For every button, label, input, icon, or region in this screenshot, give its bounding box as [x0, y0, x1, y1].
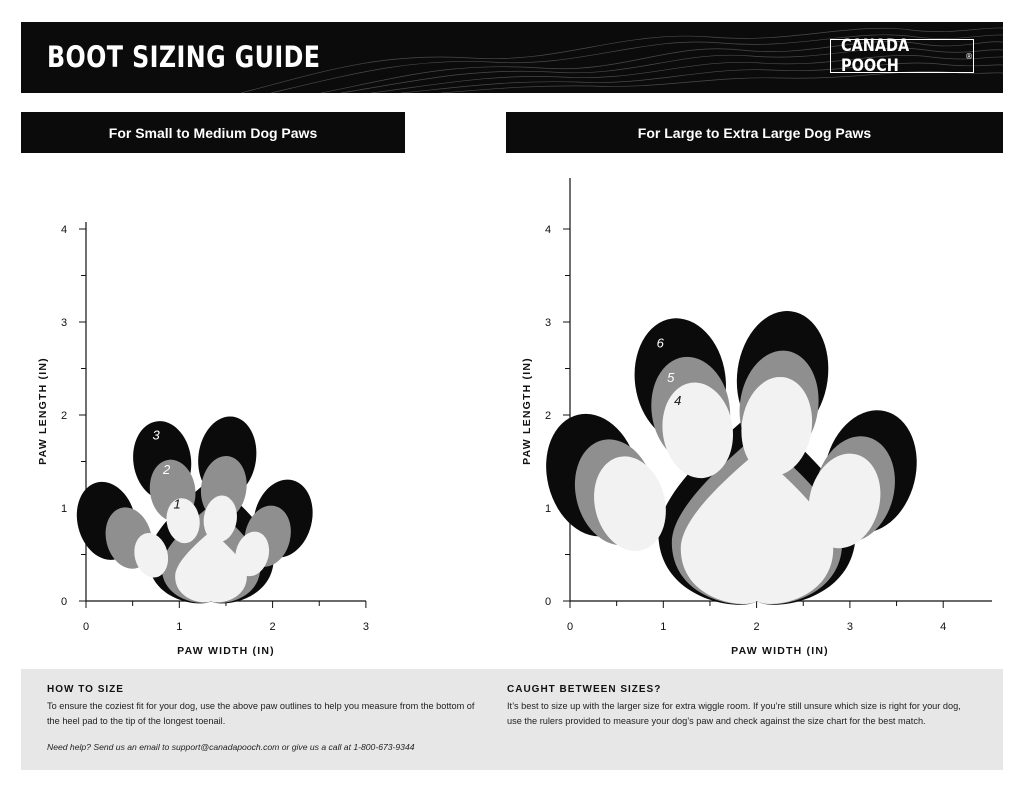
x-tick-label: 3 [846, 621, 853, 633]
x-tick-label: 1 [660, 621, 667, 633]
y-tick-label: 4 [60, 224, 68, 236]
chart-small [37, 222, 369, 657]
how-to-size [47, 684, 477, 755]
header-banner [21, 22, 1003, 93]
y-axis-label: PAW LENGTH (IN) [37, 357, 49, 465]
brand-name: CANADA POOCH [840, 36, 910, 76]
size-label-2: 2 [163, 462, 171, 478]
how-to-size-title: HOW TO SIZE [47, 684, 124, 695]
y-tick-label: 1 [60, 503, 68, 515]
size-label-6: 6 [656, 335, 664, 351]
page-title: BOOT SIZING GUIDE [47, 40, 321, 74]
caught-between-sizes-title: CAUGHT BETWEEN SIZES? [507, 684, 662, 695]
section-header-small: For Small to Medium Dog Paws [21, 112, 405, 153]
y-tick-label: 0 [544, 596, 552, 608]
x-tick-label: 2 [753, 621, 760, 633]
info-panel [21, 669, 1003, 770]
y-tick-label: 3 [544, 317, 552, 329]
help-text: Need help? Send us an email to support@canadapooch.com or give us a call at 1-800-673-9344 [47, 742, 415, 752]
how-to-size-text: To ensure the coziest fit for your dog, use the above paw outlines to help you measure from the bottom of the heel pad to the tip of the longest toenail. [47, 701, 475, 726]
y-tick-label: 1 [544, 503, 552, 515]
brand-registered-mark: ® [965, 51, 973, 61]
section-header-large: For Large to Extra Large Dog Paws [506, 112, 1003, 153]
size-label-1: 1 [173, 496, 181, 512]
x-axis-label: PAW WIDTH (IN) [177, 645, 275, 657]
x-tick-label: 4 [940, 621, 947, 633]
y-tick-label: 2 [544, 410, 552, 422]
y-tick-label: 2 [60, 410, 68, 422]
caught-between-sizes [507, 684, 967, 729]
paw-charts [0, 160, 1024, 665]
size-label-3: 3 [152, 427, 160, 443]
y-tick-label: 4 [544, 224, 552, 236]
size-label-4: 4 [674, 392, 682, 408]
brand-logo [830, 36, 974, 76]
chart-large [521, 178, 992, 657]
y-tick-label: 0 [60, 596, 68, 608]
size-label-5: 5 [667, 369, 675, 385]
x-axis-label: PAW WIDTH (IN) [731, 645, 829, 657]
x-tick-label: 1 [176, 621, 183, 633]
y-tick-label: 3 [60, 317, 68, 329]
y-axis-label: PAW LENGTH (IN) [521, 357, 533, 465]
x-tick-label: 3 [362, 621, 369, 633]
x-tick-label: 2 [269, 621, 276, 633]
x-tick-label: 0 [82, 621, 90, 633]
caught-between-sizes-text: It’s best to size up with the larger size for extra wiggle room. If you’re still unsure which size is right for your dog, use the rulers provided to measure your dog’s paw and check against the size chart for the best match. [507, 701, 961, 726]
x-tick-label: 0 [566, 621, 574, 633]
